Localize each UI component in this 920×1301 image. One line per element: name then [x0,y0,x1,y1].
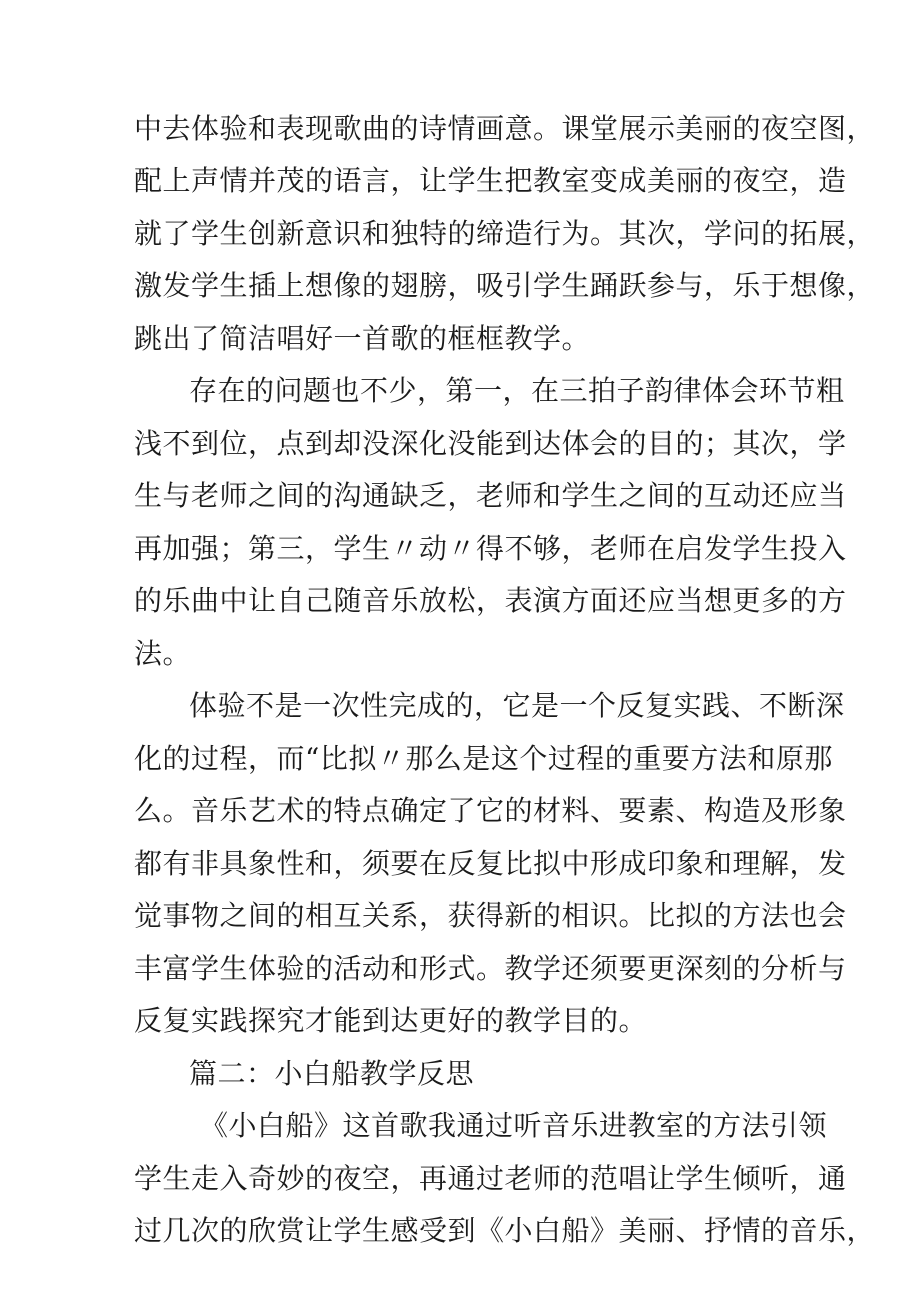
paragraph-1-line-3: 就了学生创新意识和独特的缔造行为。其次，学问的拓展， [134,217,876,250]
paragraph-1-line-5: 跳出了简洁唱好一首歌的框框教学。 [134,322,591,355]
paragraph-1-line-4: 激发学生插上想像的翅膀，吸引学生踊跃参与，乐于想像， [134,269,876,302]
paragraph-1-line-1: 中去体验和表现歌曲的诗情画意。课堂展示美丽的夜空图， [134,112,876,145]
paragraph-3-line-3: 么。音乐艺术的特点确定了它的材料、要素、构造及形象 [134,794,847,827]
paragraph-3-line-4: 都有非具象性和，须要在反复比拟中形成印象和理解，发 [134,847,847,880]
final-paragraph-line-3: 过几次的欣赏让学生感受到《小白船》美丽、抒情的音乐， [134,1214,876,1247]
paragraph-3-line-5: 觉事物之间的相互关系，获得新的相识。比拟的方法也会 [134,899,847,932]
paragraph-2-line-5: 的乐曲中让自己随音乐放松，表演方面还应当想更多的方 [134,584,847,617]
section-heading: 篇二：小白船教学反思 [189,1057,475,1090]
paragraph-3-line-7: 反复实践探究才能到达更好的教学目的。 [134,1004,648,1037]
paragraph-3-line-6: 丰富学生体验的活动和形式。教学还须要更深刻的分析与 [134,952,847,985]
paragraph-2-line-4: 再加强；第三，学生〃动〃得不够，老师在启发学生投入 [134,532,847,565]
paragraph-2-line-3: 生与老师之间的沟通缺乏，老师和学生之间的互动还应当 [134,479,847,512]
paragraph-3-line-2: 化的过程，而“比拟〃那么是这个过程的重要方法和原那 [134,742,833,775]
final-paragraph-line-2: 学生走入奇妙的夜空，再通过老师的范唱让学生倾听，通 [134,1162,847,1195]
paragraph-3-line-1: 体验不是一次性完成的，它是一个反复实践、不断深 [189,689,845,722]
paragraph-2-line-6: 法。 [134,637,192,670]
paragraph-2-line-2: 浅不到位，点到却没深化没能到达体会的目的；其次，学 [134,427,847,460]
final-paragraph-line-1: 《小白船》这首歌我通过听音乐进教室的方法引领 [200,1109,828,1142]
paragraph-1-line-2: 配上声情并茂的语言，让学生把教室变成美丽的夜空，造 [134,164,847,197]
paragraph-2-line-1: 存在的问题也不少，第一，在三拍子韵律体会环节粗 [189,374,845,407]
